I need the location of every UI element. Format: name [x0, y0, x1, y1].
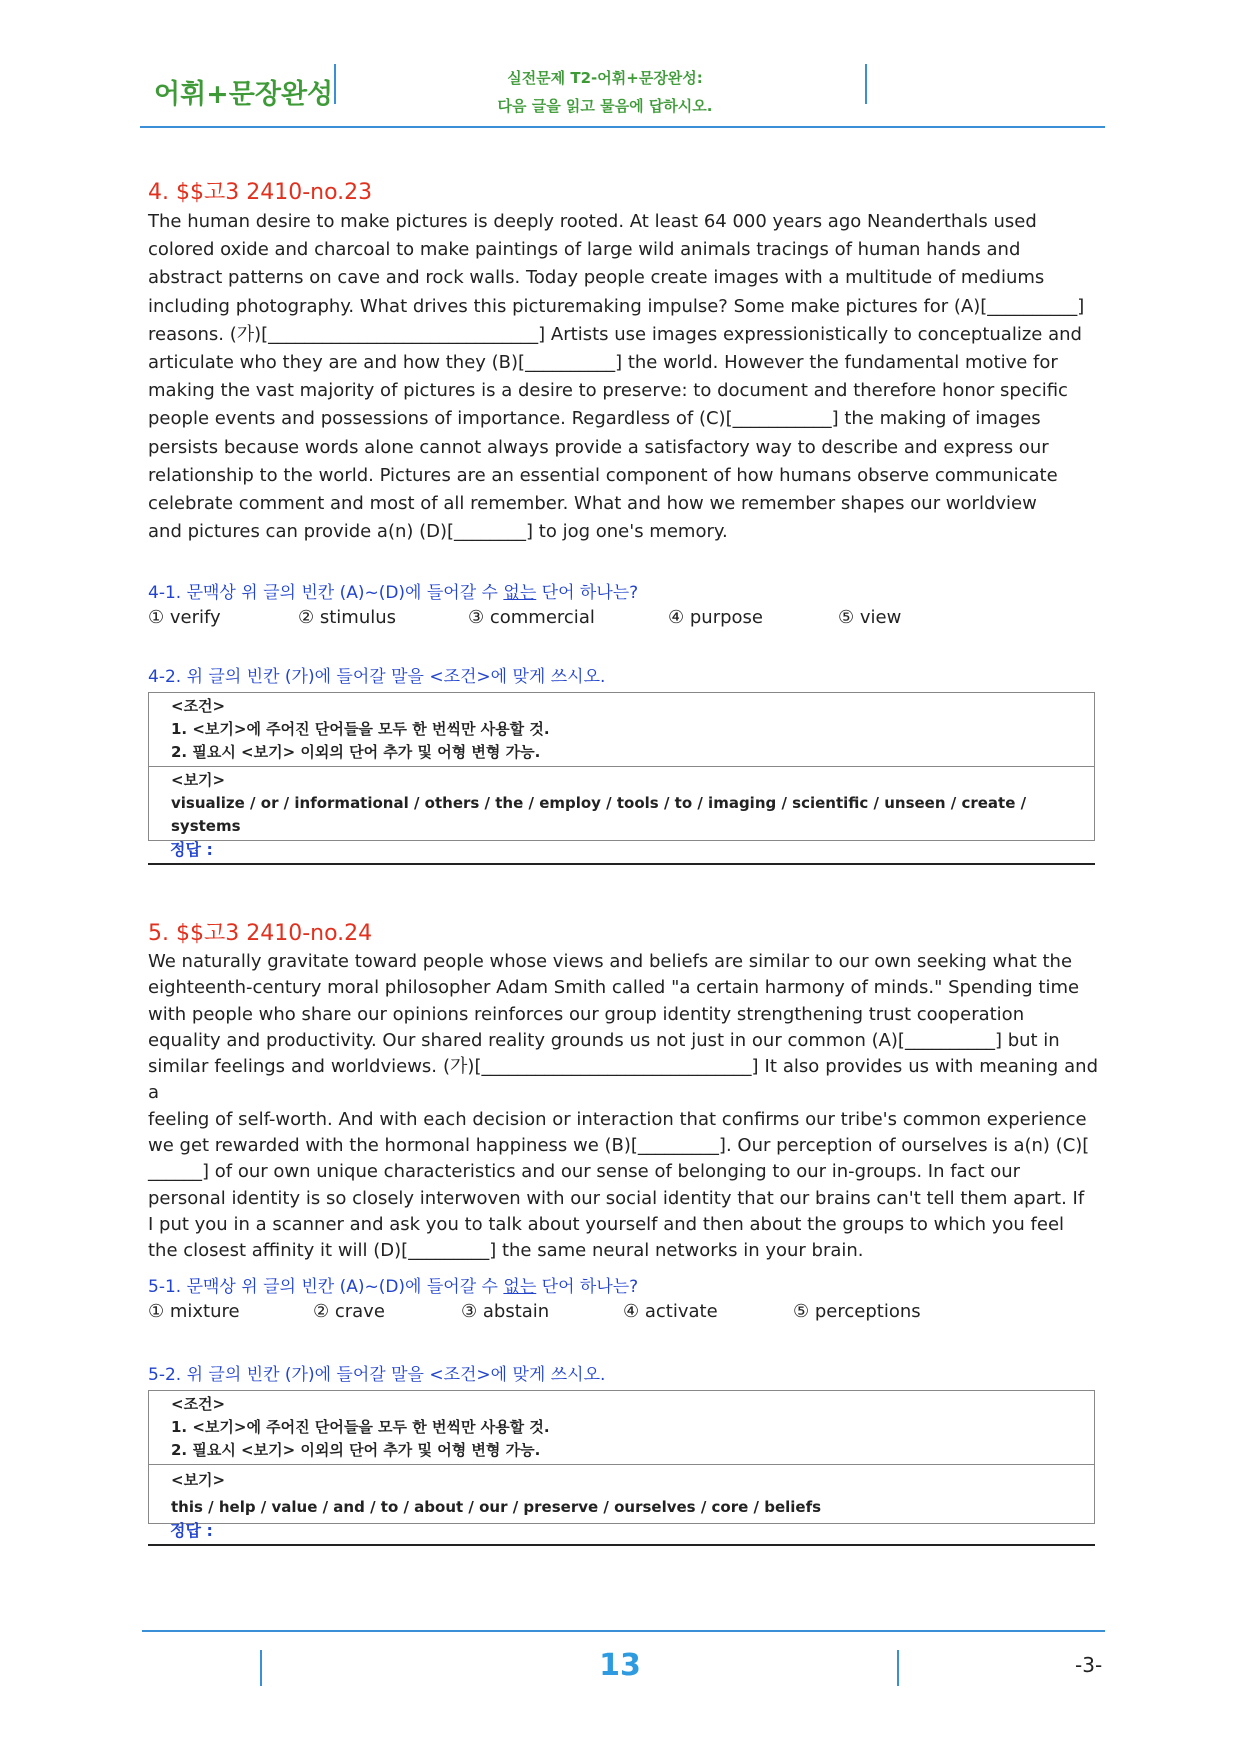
passage-line: we get rewarded with the hormonal happiness we (B)[_________]. Our perception of ourselves is a(n) (C)[	[148, 1135, 1090, 1157]
passage-line: eighteenth-century moral philosopher Adam Smith called "a certain harmony of minds." Spending time	[148, 977, 1080, 999]
bogi-words: visualize / or / informational / others / the / employ / tools / to / imaging / scientific / unseen / create / systems	[171, 794, 1027, 835]
question-5-title: 5. $$고3 2410-no.24	[148, 921, 373, 946]
passage-line: the closest affinity it will (D)[_________] the same neural networks in your brain.	[148, 1240, 864, 1262]
question-4-1-prompt	[148, 578, 638, 603]
passage-line: similar feelings and worldviews. (가)[______________________________] It also provides us with meaning and a	[148, 1056, 1098, 1104]
condition-2: 2. 필요시 <보기> 이외의 단어 추가 및 어형 변형 가능.	[171, 743, 541, 761]
condition-1: 1. <보기>에 주어진 단어들을 모두 한 번씩만 사용할 것.	[171, 1418, 550, 1436]
question-5-answer-line[interactable]	[148, 1516, 1095, 1546]
passage-line: ______] of our own unique characteristics and our sense of belonging to our in-groups. In fact our	[148, 1161, 1021, 1183]
condition-label: <조건>	[171, 1395, 226, 1413]
option-3[interactable]: ③ commercial	[468, 607, 595, 628]
condition-1: 1. <보기>에 주어진 단어들을 모두 한 번씩만 사용할 것.	[171, 720, 550, 738]
prompt-text: 단어 하나는?	[536, 1277, 639, 1297]
option-5[interactable]: ⑤ view	[838, 607, 902, 628]
header-title	[445, 64, 765, 120]
passage-line: relationship to the world. Pictures are an essential component of how humans observe communicate	[148, 464, 1058, 486]
question-5-passage	[148, 949, 1098, 1265]
passage-line: colored oxide and charcoal to make paintings of large wild animals tracings of human hands and	[148, 239, 1021, 261]
header-title-line1: 실전문제 T2-어휘+문장완성:	[507, 69, 703, 87]
passage-line: with people who share our opinions reinforces our group identity strengthening trust cooperation	[148, 1003, 1025, 1025]
header-title-line2: 다음 글을 읽고 물음에 답하시오.	[497, 97, 713, 115]
question-4-title: 4. $$고3 2410-no.23	[148, 180, 373, 205]
passage-line: abstract patterns on cave and rock walls. Today people create images with a multitude of mediums	[148, 267, 1045, 289]
condition-label: <조건>	[171, 697, 226, 715]
footer-divider-right	[897, 1650, 899, 1686]
passage-line: I put you in a scanner and ask you to talk about yourself and then about the groups to which you feel	[148, 1213, 1065, 1235]
condition-2: 2. 필요시 <보기> 이외의 단어 추가 및 어형 변형 가능.	[171, 1441, 541, 1459]
footer-rule	[142, 1630, 1105, 1632]
question-4-passage	[148, 208, 1098, 546]
bogi-words: this / help / value / and / to / about / our / preserve / ourselves / core / beliefs	[171, 1498, 822, 1516]
passage-line: feeling of self-worth. And with each decision or interaction that confirms our tribe's common experience	[148, 1108, 1087, 1130]
passage-line: people events and possessions of importance. Regardless of (C)[___________] the making of images	[148, 408, 1041, 430]
option-2[interactable]: ② crave	[313, 1301, 385, 1322]
passage-line: and pictures can provide a(n) (D)[________] to jog one's memory.	[148, 521, 728, 543]
question-4-2-prompt: 4-2. 위 글의 빈칸 (가)에 들어갈 말을 <조건>에 맞게 쓰시오.	[148, 667, 606, 687]
option-2[interactable]: ② stimulus	[298, 607, 397, 628]
question-5-2-prompt: 5-2. 위 글의 빈칸 (가)에 들어갈 말을 <조건>에 맞게 쓰시오.	[148, 1365, 606, 1385]
passage-line: including photography. What drives this picturemaking impulse? Some make pictures for (A)[__________]	[148, 295, 1085, 317]
question-5-2-condition-box	[148, 1390, 1095, 1524]
bogi-section	[149, 1464, 1094, 1523]
passage-line: celebrate comment and most of all remember. What and how we remember shapes our worldview	[148, 493, 1037, 515]
question-4-2-condition-box	[148, 692, 1095, 841]
footer-divider-left	[260, 1650, 262, 1686]
passage-line: persists because words alone cannot always provide a satisfactory way to describe and express our	[148, 436, 1049, 458]
option-4[interactable]: ④ purpose	[668, 607, 763, 628]
bogi-label: <보기>	[171, 1471, 226, 1489]
option-3[interactable]: ③ abstain	[461, 1301, 550, 1322]
passage-line: personal identity is so closely interwoven with our social identity that our brains can't tell them apart. If	[148, 1187, 1085, 1209]
answer-label: 정답 :	[170, 840, 213, 859]
answer-label: 정답 :	[170, 1521, 213, 1540]
prompt-underlined: 없는	[503, 583, 537, 603]
page-number: 13	[599, 1648, 641, 1683]
page-header	[140, 60, 1105, 128]
option-4[interactable]: ④ activate	[623, 1301, 718, 1322]
question-4-answer-line[interactable]	[148, 835, 1095, 865]
header-divider-right	[865, 64, 867, 104]
option-1[interactable]: ① mixture	[148, 1301, 240, 1322]
prompt-text: 4-1. 문맥상 위 글의 빈칸 (A)~(D)에 들어갈 수	[148, 583, 504, 603]
prompt-text: 5-1. 문맥상 위 글의 빈칸 (A)~(D)에 들어갈 수	[148, 1277, 504, 1297]
header-divider-left	[334, 64, 336, 104]
question-5-1-prompt	[148, 1272, 638, 1297]
page-code: -3-	[1075, 1653, 1103, 1677]
passage-line: We naturally gravitate toward people whose views and beliefs are similar to our own seeking what the	[148, 951, 1073, 972]
option-5[interactable]: ⑤ perceptions	[793, 1301, 921, 1322]
passage-line: making the vast majority of pictures is a desire to preserve: to document and therefore honor specific	[148, 380, 1068, 402]
prompt-text: 단어 하나는?	[536, 583, 639, 603]
brand-title: 어휘+문장완성	[154, 79, 334, 110]
condition-section	[149, 693, 1094, 766]
bogi-label: <보기>	[171, 771, 226, 789]
condition-section	[149, 1391, 1094, 1464]
passage-line: The human desire to make pictures is deeply rooted. At least 64 000 years ago Neanderthals used	[148, 211, 1037, 232]
bogi-section	[149, 766, 1094, 840]
prompt-underlined: 없는	[503, 1277, 537, 1297]
passage-line: reasons. (가)[______________________________] Artists use images expressionistically to conceptualize and	[148, 323, 1082, 345]
passage-line: equality and productivity. Our shared reality grounds us not just in our common (A)[__________] but in	[148, 1029, 1060, 1051]
passage-line: articulate who they are and how they (B)[__________] the world. However the fundamental motive for	[148, 352, 1058, 374]
option-1[interactable]: ① verify	[148, 607, 221, 628]
